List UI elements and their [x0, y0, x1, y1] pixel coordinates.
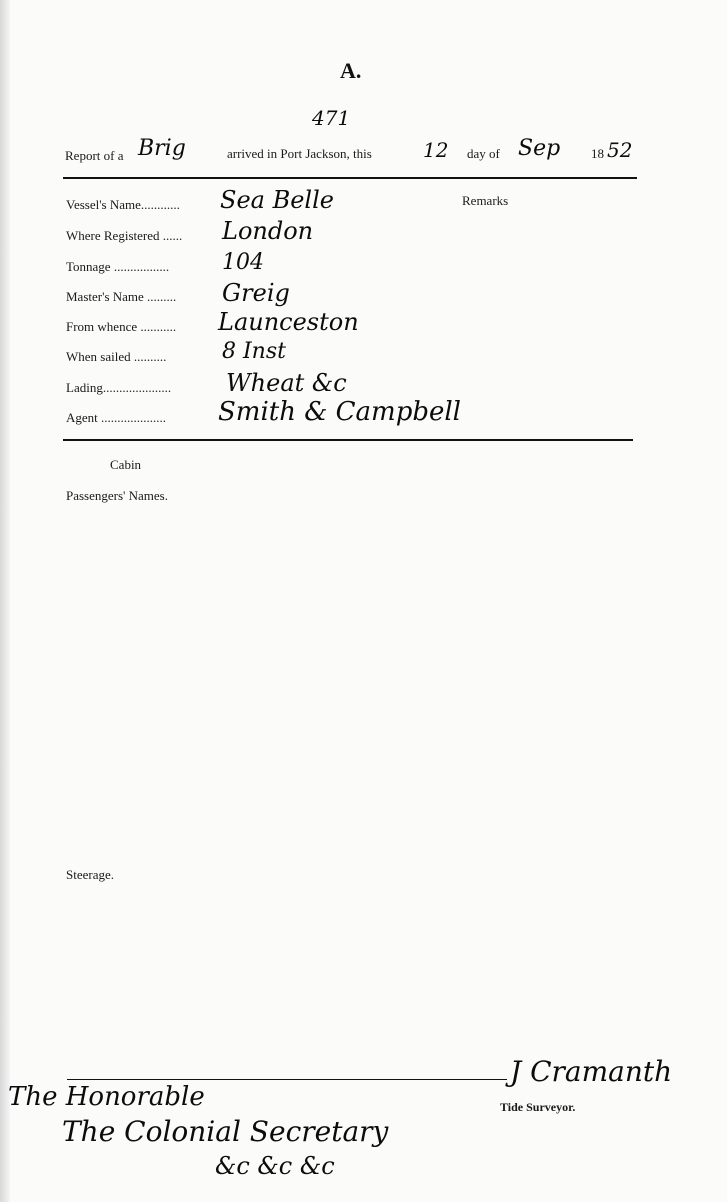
report-number: 471 [312, 106, 351, 130]
bottom-rule [63, 439, 633, 441]
vessel-type-value: Brig [138, 136, 186, 161]
field-label-when-sailed: When sailed .......... [66, 349, 167, 364]
field-value-lading: Wheat &c [226, 369, 347, 397]
address-line-3: &c &c &c [215, 1152, 335, 1180]
field-label-from-whence: From whence ........... [66, 319, 177, 334]
field-value-when-sailed: 8 Inst [222, 339, 286, 364]
top-rule [63, 177, 637, 179]
arrived-in-label: arrived in Port Jackson, this [227, 146, 372, 161]
tide-surveyor-label: Tide Surveyor. [500, 1100, 576, 1114]
field-value-tonnage: 104 [222, 250, 264, 275]
field-label-tonnage: Tonnage ................. [66, 259, 170, 274]
field-value-agent: Smith & Campbell [218, 397, 462, 427]
steerage-label: Steerage. [66, 867, 115, 882]
signature-rule [67, 1079, 507, 1080]
page-edge-shadow [0, 0, 10, 1202]
address-line-2: The Colonial Secretary [62, 1115, 389, 1148]
cabin-label: Cabin [110, 457, 142, 472]
passengers-names-label: Passengers' Names. [66, 488, 168, 503]
field-label-agent: Agent .................... [66, 410, 167, 425]
field-value-where-registered: London [222, 217, 314, 245]
report-of-label: Report of a [65, 148, 124, 163]
arrival-month-value: Sep [518, 136, 561, 161]
field-label-where-registered: Where Registered ...... [66, 228, 183, 243]
field-label-masters-name: Master's Name ......... [66, 289, 177, 304]
year-suffix-value: 52 [607, 138, 633, 162]
surveyor-signature: J Cramanth [510, 1055, 673, 1088]
remarks-label: Remarks [462, 193, 509, 208]
day-of-label: day of [467, 146, 500, 161]
address-line-1: The Honorable [8, 1082, 205, 1112]
year-prefix: 18 [591, 146, 604, 161]
field-label-vessel-name: Vessel's Name............ [66, 197, 180, 212]
arrival-day-value: 12 [423, 138, 449, 162]
field-value-vessel-name: Sea Belle [220, 186, 334, 214]
field-value-from-whence: Launceston [218, 308, 359, 336]
field-value-masters-name: Greig [222, 279, 290, 307]
field-label-lading: Lading..................... [66, 380, 172, 395]
form-letter: A. [340, 58, 362, 83]
